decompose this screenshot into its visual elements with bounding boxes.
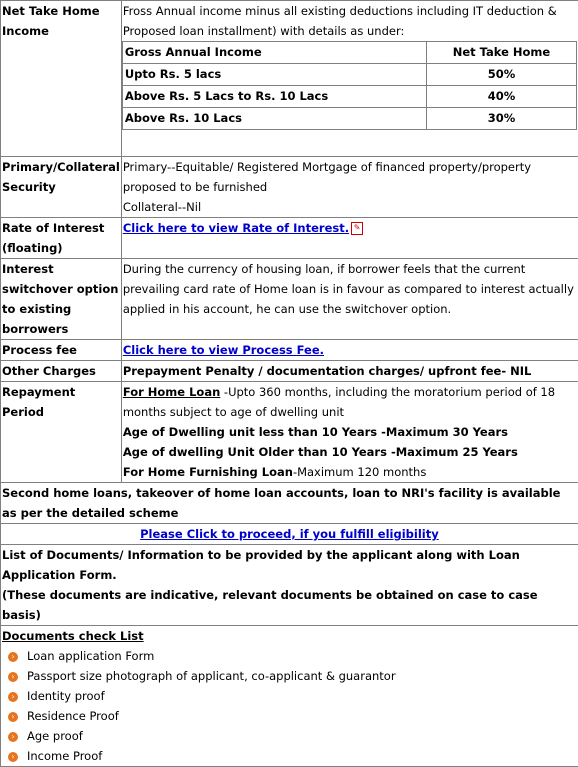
table-row xyxy=(122,64,576,86)
home-loan-text: -Upto 360 months, including the moratorium period of 18 months subject to age of dwelling unit xyxy=(123,385,555,419)
rate-of-interest-link[interactable]: Click here to view Rate of Interest. xyxy=(123,221,349,235)
switchover-label: Interest switchover option to existing borrowers xyxy=(1,259,122,340)
income-range: Upto Rs. 5 lacs xyxy=(122,64,426,86)
list-item xyxy=(8,726,577,746)
document-name: Identity proof xyxy=(27,689,105,703)
table-row xyxy=(122,86,576,108)
repayment-cell xyxy=(121,382,578,483)
net-percent: 50% xyxy=(427,64,577,86)
net-take-home-label: Net Take Home Income xyxy=(1,1,122,157)
table-row xyxy=(122,108,576,130)
net-take-home-cell xyxy=(121,1,578,157)
chevron-right-icon: › xyxy=(8,732,18,742)
rate-cell xyxy=(121,218,578,259)
document-name: Income Proof xyxy=(27,749,102,763)
document-name: Age proof xyxy=(27,729,83,743)
list-item xyxy=(8,746,577,766)
furnishing-repayment xyxy=(123,462,577,482)
rate-label: Rate of Interest (floating) xyxy=(1,218,122,259)
chevron-right-icon: › xyxy=(8,672,18,682)
list-item xyxy=(8,706,577,726)
net-take-home-table xyxy=(122,41,577,130)
chevron-right-icon: › xyxy=(8,692,18,702)
process-fee-link[interactable]: Click here to view Process Fee. xyxy=(123,343,324,357)
age-rule-1: Age of Dwelling unit less than 10 Years -Maximum 30 Years xyxy=(123,422,577,442)
home-loan-label: For Home Loan xyxy=(123,385,220,399)
chevron-right-icon: › xyxy=(8,752,18,762)
documents-checklist-cell xyxy=(1,626,578,767)
furnishing-text: -Maximum 120 months xyxy=(293,465,426,479)
list-item xyxy=(8,646,577,666)
other-charges-label: Other Charges xyxy=(1,361,122,382)
income-range: Above Rs. 10 Lacs xyxy=(122,108,426,130)
documents-list xyxy=(2,646,577,766)
list-item xyxy=(8,686,577,706)
documents-note: (These documents are indicative, relevant documents be obtained on case to case basis) xyxy=(2,585,577,625)
chevron-right-icon: › xyxy=(8,652,18,662)
security-collateral: Collateral--Nil xyxy=(123,197,577,217)
income-range: Above Rs. 5 Lacs to Rs. 10 Lacs xyxy=(122,86,426,108)
pdf-icon[interactable]: ✎ xyxy=(351,222,363,235)
header-gross-income: Gross Annual Income xyxy=(122,42,426,64)
proceed-eligibility-link[interactable]: Please Click to proceed, if you fulfill eligibility xyxy=(140,527,439,541)
list-item xyxy=(8,666,577,686)
proceed-cell xyxy=(1,524,578,545)
documents-intro: List of Documents/ Information to be provided by the applicant along with Loan Application Form. xyxy=(2,545,577,585)
process-fee-label: Process fee xyxy=(1,340,122,361)
documents-intro-cell xyxy=(1,545,578,626)
chevron-right-icon: › xyxy=(8,712,18,722)
repayment-label: Repayment Period xyxy=(1,382,122,483)
document-name: Passport size photograph of applicant, co-applicant & guarantor xyxy=(27,669,396,683)
header-net-take-home: Net Take Home xyxy=(427,42,577,64)
net-percent: 40% xyxy=(427,86,577,108)
other-charges-text: Prepayment Penalty / documentation charges/ upfront fee- NIL xyxy=(121,361,578,382)
document-name: Loan application Form xyxy=(27,649,154,663)
home-loan-repayment xyxy=(123,382,577,422)
switchover-text: During the currency of housing loan, if borrower feels that the current prevailing card rate of Home loan is in favour as compared to interest actually applied in his account, he can use the switchover option. xyxy=(121,259,578,340)
net-take-home-desc: Fross Annual income minus all existing deductions including IT deduction & Proposed loan installment) with details as under: xyxy=(123,1,577,41)
process-fee-cell xyxy=(121,340,578,361)
age-rule-2: Age of dwelling Unit Older than 10 Years -Maximum 25 Years xyxy=(123,442,577,462)
security-cell xyxy=(121,157,578,218)
second-home-note: Second home loans, takeover of home loan accounts, loan to NRI's facility is available as per the detailed scheme xyxy=(1,483,578,524)
net-percent: 30% xyxy=(427,108,577,130)
security-label: Primary/Collateral Security xyxy=(1,157,122,218)
security-primary: Primary--Equitable/ Registered Mortgage of financed property/property proposed to be furnished xyxy=(123,157,577,197)
document-name: Residence Proof xyxy=(27,709,119,723)
checklist-title: Documents check List xyxy=(2,626,577,646)
furnishing-label: For Home Furnishing Loan xyxy=(123,465,293,479)
